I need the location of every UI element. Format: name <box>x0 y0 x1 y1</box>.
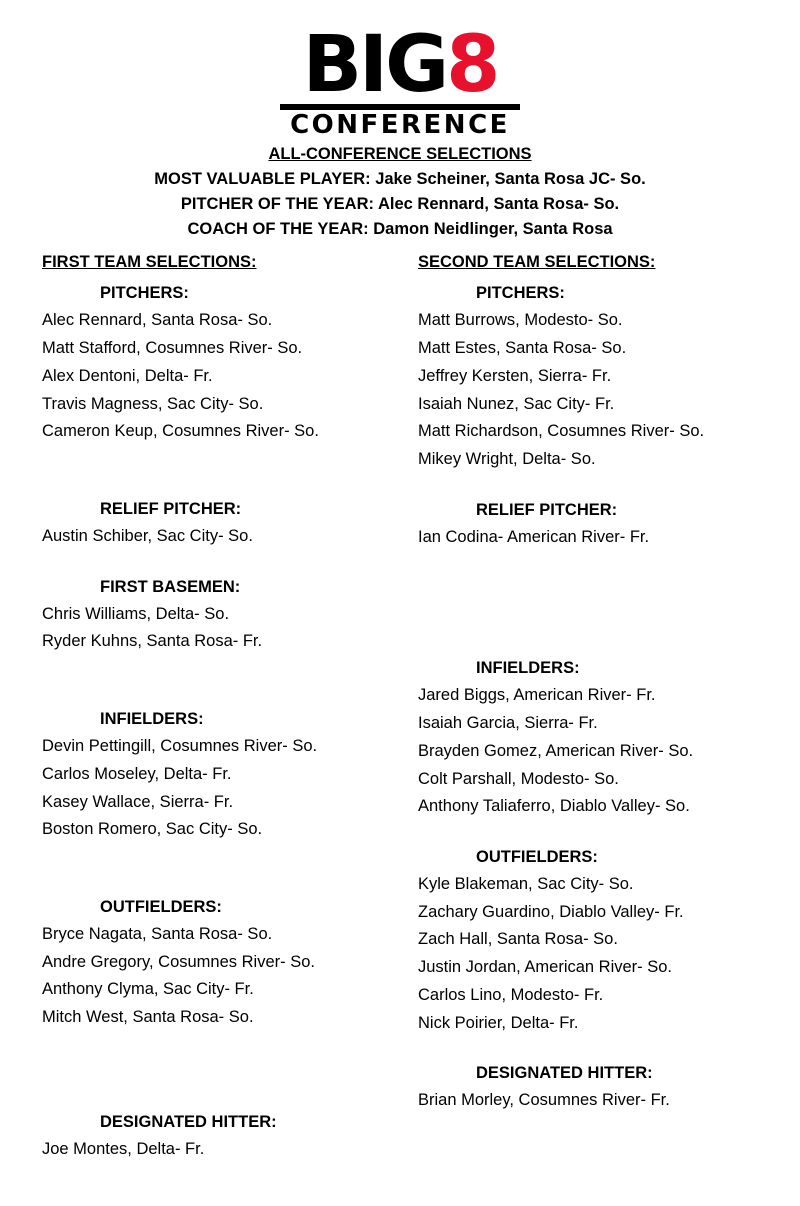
spacer <box>418 1037 770 1064</box>
list-item: Devin Pettingill, Cosumnes River- So. <box>42 737 318 756</box>
list-item: Jared Biggs, American River- Fr. <box>418 686 656 705</box>
list-item: Brayden Gomez, American River- So. <box>418 741 694 760</box>
list-item: Andre Gregory, Cosumnes River- So. <box>42 952 315 971</box>
list-item: Alec Rennard, Santa Rosa- So. <box>42 311 273 330</box>
first-team-heading: FIRST TEAM SELECTIONS: <box>42 253 257 272</box>
list-item: Zachary Guardino, Diablo Valley- Fr. <box>418 902 684 921</box>
list-item: Cameron Keup, Cosumnes River- So. <box>42 422 319 441</box>
logo-top-row <box>280 20 520 110</box>
list-item: Zach Hall, Santa Rosa- So. <box>418 930 618 949</box>
group-title: OUTFIELDERS: <box>100 898 222 917</box>
list-item: Carlos Lino, Modesto- Fr. <box>418 985 604 1004</box>
list-item: Travis Magness, Sac City- So. <box>42 394 264 413</box>
spacer <box>42 871 390 898</box>
list-item: Alex Dentoni, Delta- Fr. <box>42 366 213 385</box>
list-item: Kasey Wallace, Sierra- Fr. <box>42 792 234 811</box>
list-item: Isaiah Garcia, Sierra- Fr. <box>418 714 598 733</box>
selections-columns <box>30 253 770 1163</box>
first-team-group-outfielders <box>42 898 390 1032</box>
group-title: FIRST BASEMEN: <box>100 577 241 596</box>
group-title: RELIEF PITCHER: <box>100 499 242 518</box>
list-item: Mitch West, Santa Rosa- So. <box>42 1008 254 1027</box>
list-item: Joe Montes, Delta- Fr. <box>42 1139 205 1158</box>
spacer <box>418 821 770 848</box>
logo-conference-text: CONFERENCE <box>290 110 510 141</box>
list-item: Mikey Wright, Delta- So. <box>418 449 596 468</box>
second-team-group-pitchers <box>418 284 770 473</box>
group-title: DESIGNATED HITTER: <box>100 1112 277 1131</box>
list-item: Ian Codina- American River- Fr. <box>418 527 650 546</box>
spacer <box>42 1059 390 1086</box>
list-item: Nick Poirier, Delta- Fr. <box>418 1013 579 1032</box>
spacer <box>418 578 770 605</box>
group-title: PITCHERS: <box>100 284 189 303</box>
spacer <box>42 656 390 683</box>
group-title: OUTFIELDERS: <box>476 848 598 867</box>
logo-big-text: BIG <box>302 20 447 110</box>
second-team-group-relief-pitcher <box>418 501 770 552</box>
conference-logo <box>30 20 770 141</box>
spacer <box>418 551 770 578</box>
list-item: Ryder Kuhns, Santa Rosa- Fr. <box>42 632 263 651</box>
group-title: INFIELDERS: <box>476 659 580 678</box>
spacer <box>42 473 390 500</box>
second-team-column <box>400 253 770 1163</box>
list-item: Matt Richardson, Cosumnes River- So. <box>418 422 705 441</box>
list-item: Jeffrey Kersten, Sierra- Fr. <box>418 366 612 385</box>
spacer <box>42 446 390 473</box>
list-item: Matt Estes, Santa Rosa- So. <box>418 339 627 358</box>
spacer <box>418 605 770 632</box>
first-team-group-infielders <box>42 710 390 844</box>
list-item: Austin Schiber, Sac City- So. <box>42 526 253 545</box>
first-team-group-pitchers <box>42 284 390 446</box>
second-team-group-outfielders <box>418 848 770 1037</box>
group-title: RELIEF PITCHER: <box>476 500 618 519</box>
list-item: Anthony Clyma, Sac City- Fr. <box>42 980 254 999</box>
first-team-group-designated-hitter <box>42 1113 390 1164</box>
award-pitcher-of-the-year: PITCHER OF THE YEAR: Alec Rennard, Santa Rosa- So. <box>180 195 620 214</box>
spacer <box>42 844 390 871</box>
list-item: Boston Romero, Sac City- So. <box>42 820 263 839</box>
spacer <box>418 474 770 501</box>
second-team-heading: SECOND TEAM SELECTIONS: <box>418 253 656 272</box>
list-item: Colt Parshall, Modesto- So. <box>418 769 619 788</box>
list-item: Matt Burrows, Modesto- So. <box>418 311 623 330</box>
list-item: Anthony Taliaferro, Diablo Valley- So. <box>418 797 690 816</box>
list-item: Kyle Blakeman, Sac City- So. <box>418 875 634 894</box>
award-mvp: MOST VALUABLE PLAYER: Jake Scheiner, Santa Rosa JC- So. <box>154 170 646 189</box>
award-coach-of-the-year: COACH OF THE YEAR: Damon Neidlinger, Santa Rosa <box>187 220 613 239</box>
second-team-group-infielders <box>418 659 770 821</box>
spacer <box>42 1032 390 1059</box>
group-title: PITCHERS: <box>476 284 565 303</box>
first-team-column <box>30 253 400 1163</box>
list-item: Isaiah Nunez, Sac City- Fr. <box>418 394 615 413</box>
spacer <box>42 683 390 710</box>
second-team-group-designated-hitter <box>418 1064 770 1115</box>
list-item: Carlos Moseley, Delta- Fr. <box>42 764 232 783</box>
logo-eight-text: 8 <box>446 20 498 110</box>
list-item: Brian Morley, Cosumnes River- Fr. <box>418 1091 670 1110</box>
group-title: DESIGNATED HITTER: <box>476 1064 653 1083</box>
list-item: Justin Jordan, American River- So. <box>418 958 673 977</box>
list-item: Matt Stafford, Cosumnes River- So. <box>42 339 303 358</box>
group-title: INFIELDERS: <box>100 710 204 729</box>
spacer <box>42 1086 390 1113</box>
page-title: ALL-CONFERENCE SELECTIONS <box>268 145 532 164</box>
first-team-group-first-basemen <box>42 578 390 656</box>
spacer <box>418 632 770 659</box>
spacer <box>42 551 390 578</box>
first-team-group-relief-pitcher <box>42 500 390 551</box>
list-item: Chris Williams, Delta- So. <box>42 604 230 623</box>
logo-graphic <box>280 20 520 141</box>
list-item: Bryce Nagata, Santa Rosa- So. <box>42 925 273 944</box>
